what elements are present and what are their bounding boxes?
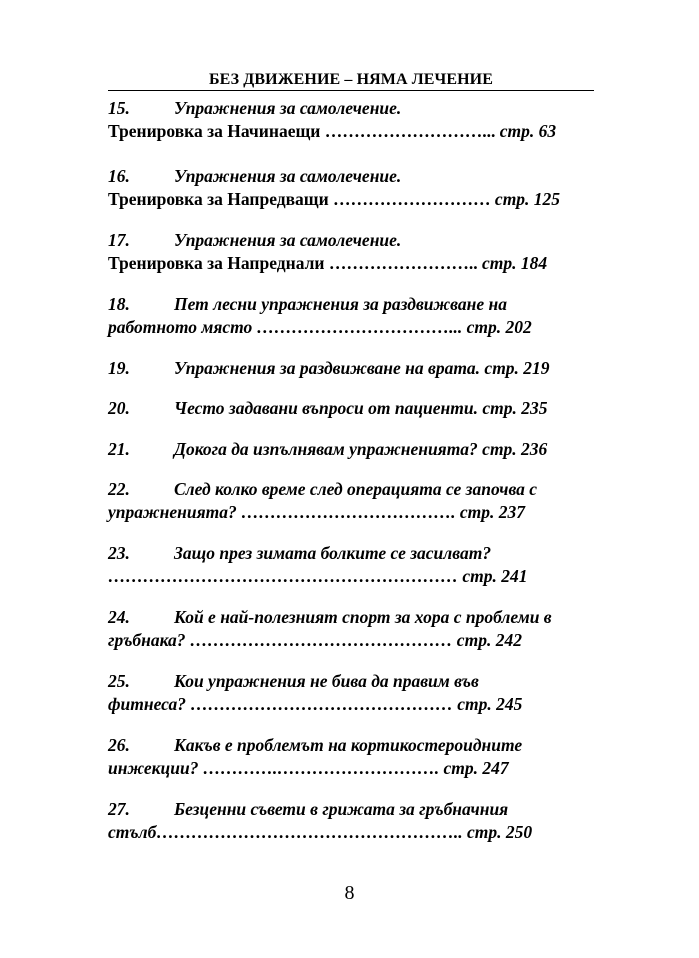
entry-number: 26.	[108, 735, 130, 755]
entry-title: Пет лесни упражнения за раздвижване на	[174, 294, 507, 314]
toc-entry-17	[108, 229, 598, 293]
entry-title-continued: Тренировка за Напреднали ……………………..	[108, 253, 478, 273]
entry-number: 22.	[108, 479, 130, 499]
entry-title-continued: …………………………………………………… стр. 241	[108, 566, 528, 586]
entry-title-continued: упражненията? ………………………………. стр. 237	[108, 502, 525, 522]
entry-number: 19.	[108, 358, 130, 378]
toc-entry-27	[108, 798, 598, 862]
entry-title: Защо през зимата болките се засилват?	[174, 543, 492, 563]
entry-title: Безценни съвети в грижата за гръбначния	[174, 799, 509, 819]
entry-number: 18.	[108, 294, 130, 314]
entry-page-ref: стр. 125	[490, 189, 561, 209]
entry-number: 25.	[108, 671, 130, 691]
entry-title: Често задавани въпроси от пациенти. стр. 235	[174, 398, 548, 418]
entry-number: 23.	[108, 543, 130, 563]
toc-entry-23	[108, 542, 598, 606]
toc-entry-22	[108, 478, 598, 542]
toc-entry-16	[108, 165, 598, 229]
entry-number: 24.	[108, 607, 130, 627]
toc-entry-26	[108, 734, 598, 798]
toc-entry-19	[108, 357, 598, 397]
entry-title-continued: Тренировка за Начинаещи ………………………...	[108, 121, 496, 141]
toc-entry-20	[108, 397, 598, 438]
entry-page-ref: стр. 184	[477, 253, 548, 273]
entry-title: Докога да изпълнявам упражненията? стр. 236	[174, 439, 548, 459]
entry-title: След колко време след операцията се започва с	[174, 479, 538, 499]
entry-title-continued: гръбнака? ……………………………………… стр. 242	[108, 630, 522, 650]
page-number: 8	[344, 882, 355, 904]
entry-number: 17.	[108, 230, 130, 250]
entry-title-continued: фитнеса? ……………………………………… стр. 245	[108, 694, 523, 714]
entry-title: Какъв е проблемът на кортикостероидните	[174, 735, 523, 755]
entry-title-continued: Тренировка за Напредващи ………………………	[108, 189, 491, 209]
entry-title-continued: работното място ……………………………... стр. 202	[108, 317, 532, 337]
toc-entry-15	[108, 97, 598, 165]
toc-entry-25	[108, 670, 598, 734]
entry-number: 15.	[108, 98, 130, 118]
entry-number: 16.	[108, 166, 130, 186]
toc-entry-21	[108, 438, 598, 478]
entry-title: Кой е най-полезният спорт за хора с проблеми в	[174, 607, 552, 627]
entry-title: Упражнения за самолечение.	[174, 166, 402, 186]
entry-title-continued: стълб…………………………………………….. стр. 250	[108, 822, 533, 842]
toc-entry-24	[108, 606, 598, 670]
entry-number: 27.	[108, 799, 130, 819]
entry-title: Кои упражнения не бива да правим във	[174, 671, 479, 691]
entry-number: 20.	[108, 398, 130, 418]
entry-page-ref: стр. 63	[495, 121, 557, 141]
running-header: БЕЗ ДВИЖЕНИЕ – НЯМА ЛЕЧЕНИЕ	[108, 70, 594, 91]
entry-number: 21.	[108, 439, 130, 459]
entry-title-continued: инжекции? ………….………………………. стр. 247	[108, 758, 509, 778]
entry-title: Упражнения за самолечение.	[174, 98, 402, 118]
entry-title: Упражнения за раздвижване на врата. стр. 219	[174, 358, 550, 378]
entry-title: Упражнения за самолечение.	[174, 230, 402, 250]
table-of-contents	[108, 97, 598, 862]
toc-entry-18	[108, 293, 598, 357]
